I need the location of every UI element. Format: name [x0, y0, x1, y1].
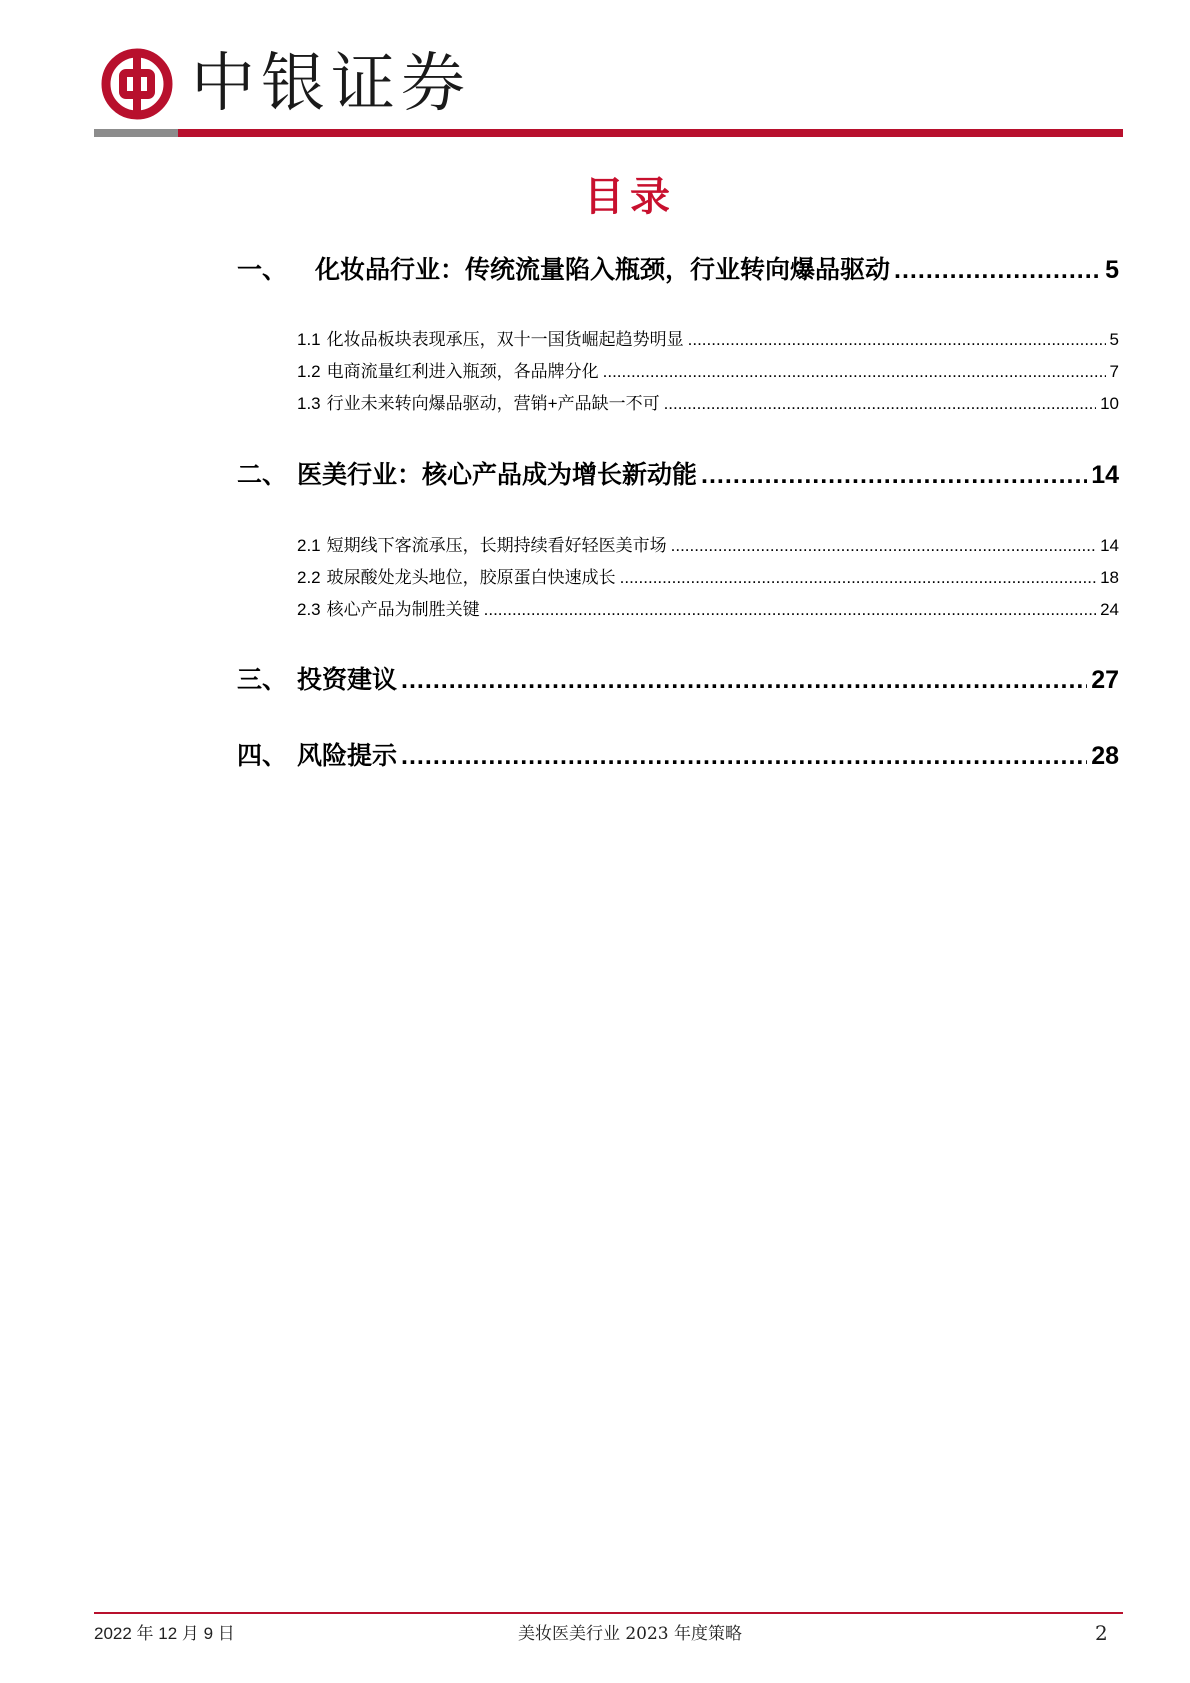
toc-subsection-text: 化妆品板块表现承压，双十一国货崛起趋势明显	[326, 330, 684, 349]
header-rule-red	[178, 129, 1123, 137]
toc-page-number: 24	[1100, 600, 1119, 619]
toc-subsection-number: 1.2	[297, 362, 321, 381]
toc-leader-dots	[401, 666, 1087, 695]
toc-page-number: 5	[1109, 330, 1119, 349]
toc-section-label	[237, 455, 697, 491]
toc-subsection-label	[297, 531, 667, 556]
toc-subsection-number: 1.3	[297, 394, 321, 413]
footer-date: 2022 年 12 月 9 日	[94, 1624, 235, 1643]
toc-leader-dots	[401, 742, 1087, 771]
toc-section-label	[237, 250, 890, 286]
toc-section-2[interactable]	[237, 455, 1119, 489]
toc-subsection-1-2[interactable]	[297, 357, 1119, 381]
toc-subsection-number: 2.3	[297, 600, 321, 619]
toc-page-number: 5	[1105, 256, 1119, 284]
toc-leader-dots	[620, 568, 1096, 588]
toc-leader-dots	[484, 600, 1096, 620]
toc-page-number: 14	[1100, 536, 1119, 555]
toc-page-number: 28	[1091, 742, 1119, 770]
bank-of-china-logo-icon	[101, 48, 173, 120]
toc-subsection-text: 玻尿酸处龙头地位，胶原蛋白快速成长	[326, 568, 616, 587]
toc-section-text: 投资建议	[297, 666, 398, 694]
toc-section-number: 三、	[237, 666, 288, 694]
toc-leader-dots	[701, 461, 1087, 490]
toc-leader-dots	[671, 536, 1096, 556]
toc-page-number: 7	[1109, 362, 1119, 381]
toc-section-label	[237, 660, 397, 696]
footer-page-number: 2	[1095, 1621, 1108, 1645]
toc-subsection-2-3[interactable]	[297, 595, 1119, 619]
toc-leader-dots	[688, 330, 1106, 350]
toc-subsection-2-1[interactable]	[297, 531, 1119, 555]
toc-page-number: 18	[1100, 568, 1119, 587]
toc-title: 目录	[584, 175, 676, 219]
toc-subsection-1-1[interactable]	[297, 325, 1119, 349]
toc-section-number: 一、	[237, 256, 288, 284]
toc-subsection-number: 2.2	[297, 568, 321, 587]
toc-section-number: 四、	[237, 742, 288, 770]
toc-section-4[interactable]	[237, 736, 1119, 770]
toc-page-number: 10	[1100, 394, 1119, 413]
brand-name: 中银证券	[191, 47, 471, 121]
toc-section-text: 化妆品行业：传统流量陷入瓶颈，行业转向爆品驱动	[315, 256, 891, 284]
toc-subsection-text: 核心产品为制胜关键	[326, 600, 480, 619]
toc-leader-dots	[603, 362, 1106, 382]
header-rule-gray	[94, 129, 178, 137]
toc-section-1[interactable]	[237, 250, 1119, 284]
toc-leader-dots	[664, 394, 1097, 414]
toc-page-number: 27	[1091, 666, 1119, 694]
toc-subsection-label	[297, 389, 660, 414]
toc-section-3[interactable]	[237, 660, 1119, 694]
toc-subsection-label	[297, 563, 616, 588]
toc-section-label	[237, 736, 397, 772]
toc-subsection-text: 行业未来转向爆品驱动，营销+产品缺一不可	[326, 394, 660, 413]
toc-subsection-1-3[interactable]	[297, 389, 1119, 413]
toc-subsection-number: 1.1	[297, 330, 321, 349]
toc-section-number: 二、	[237, 461, 288, 489]
toc-subsection-text: 短期线下客流承压，长期持续看好轻医美市场	[326, 536, 667, 555]
toc-subsection-text: 电商流量红利进入瓶颈，各品牌分化	[326, 362, 599, 381]
toc-subsection-label	[297, 325, 684, 350]
toc-leader-dots	[894, 256, 1101, 285]
footer-report-title: 美妆医美行业 2023 年度策略	[517, 1624, 743, 1644]
toc-subsection-number: 2.1	[297, 536, 321, 555]
toc-section-text: 风险提示	[297, 742, 398, 770]
toc-subsection-label	[297, 357, 599, 382]
footer-rule	[94, 1612, 1123, 1614]
toc-subsection-label	[297, 595, 480, 620]
toc-section-text: 医美行业：核心产品成为增长新动能	[297, 461, 698, 489]
toc-page-number: 14	[1091, 461, 1119, 489]
toc-subsection-2-2[interactable]	[297, 563, 1119, 587]
